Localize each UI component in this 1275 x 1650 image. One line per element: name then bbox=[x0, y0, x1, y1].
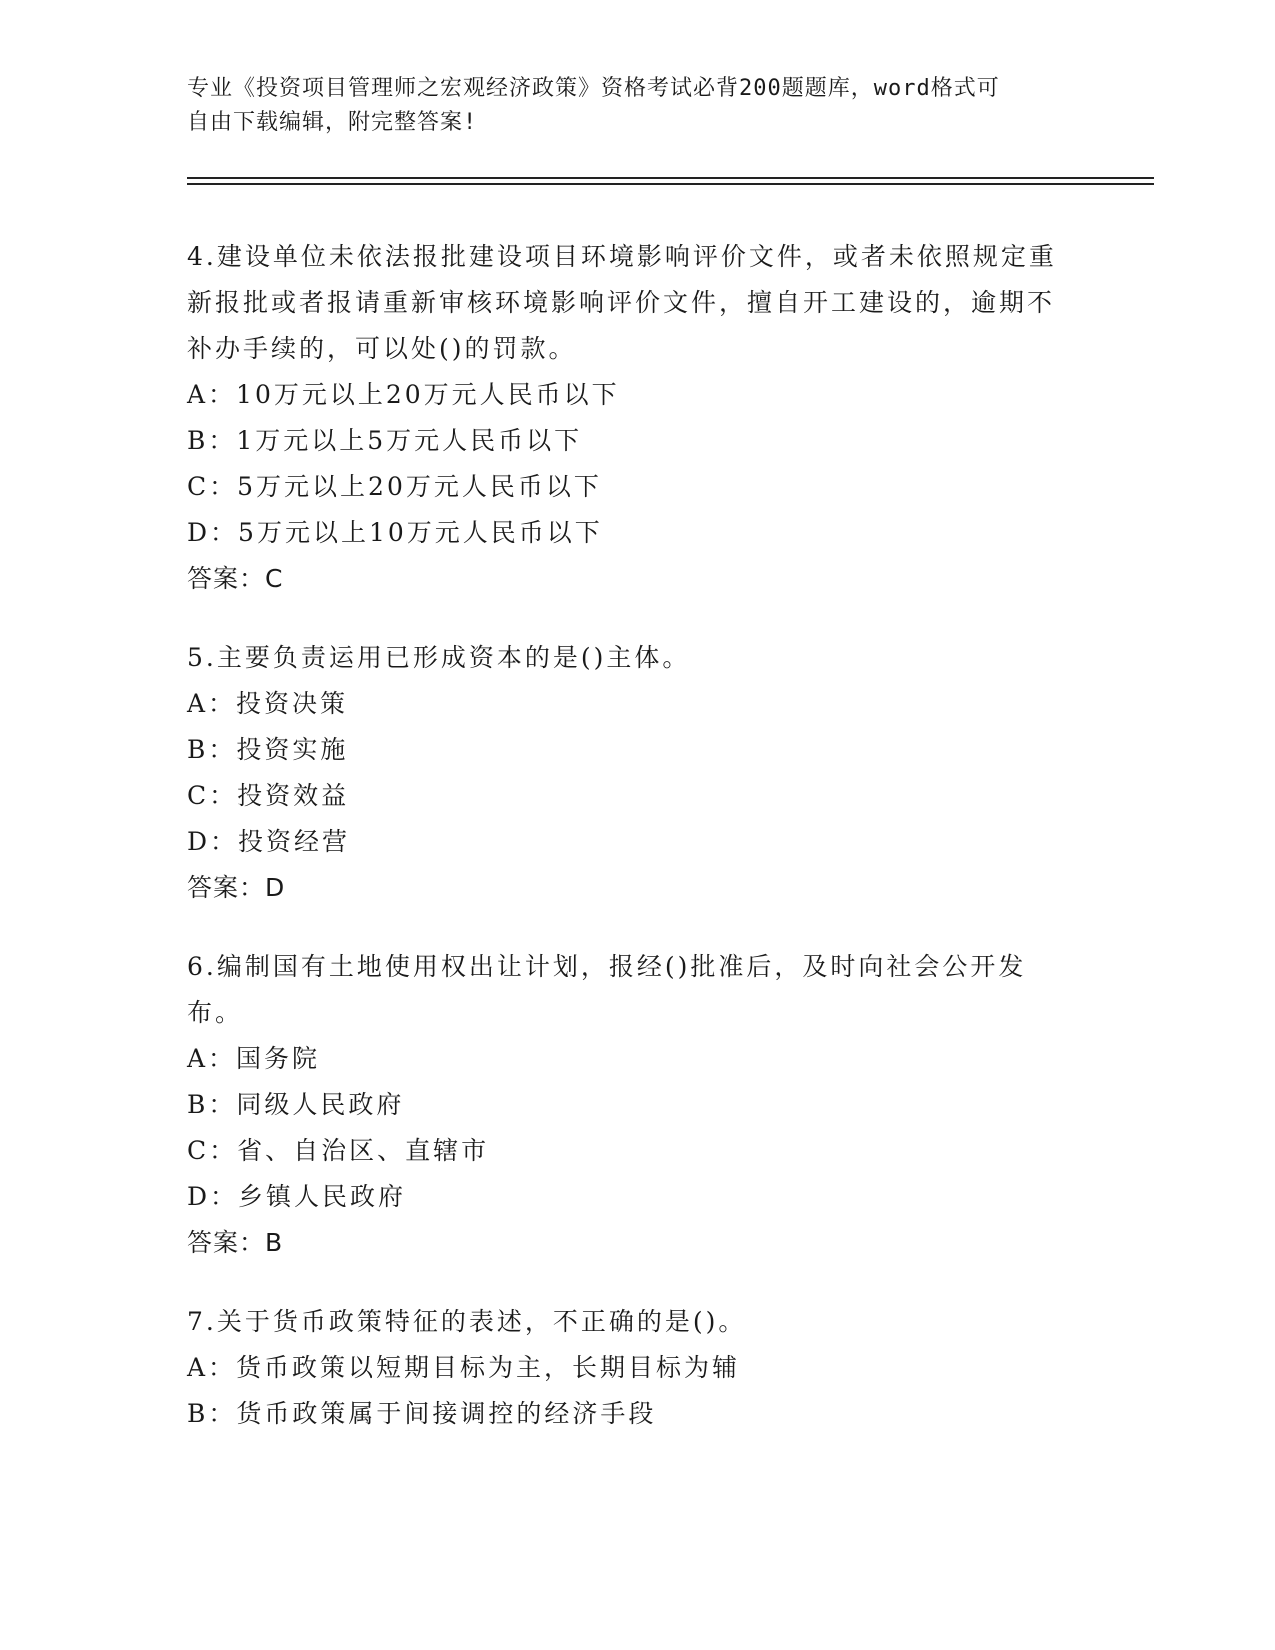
option-a: A：国务院 bbox=[187, 1044, 321, 1073]
question-stem: 7.关于货币政策特征的表述，不正确的是()。 bbox=[187, 1307, 747, 1336]
document-header bbox=[187, 72, 1087, 140]
header-line-2: 自由下载编辑，附完整答案! bbox=[187, 110, 478, 135]
answer-text: 答案：C bbox=[187, 564, 284, 593]
option-b: B：货币政策属于间接调控的经济手段 bbox=[187, 1399, 657, 1428]
question-stem: 6.编制国有土地使用权出让计划，报经()批准后，及时向社会公开发布。 bbox=[187, 952, 1027, 1027]
header-divider-bottom bbox=[187, 183, 1154, 185]
option-c: C：投资效益 bbox=[187, 781, 350, 810]
option-d: D：乡镇人民政府 bbox=[187, 1182, 407, 1211]
option-b: B：1万元以上5万元人民币以下 bbox=[187, 426, 583, 455]
answer-text: 答案：B bbox=[187, 1228, 284, 1257]
question-7 bbox=[187, 1299, 1067, 1437]
option-a: A：货币政策以短期目标为主，长期目标为辅 bbox=[187, 1353, 741, 1382]
option-b: B：同级人民政府 bbox=[187, 1090, 405, 1119]
option-d: D：5万元以上10万元人民币以下 bbox=[187, 518, 603, 547]
question-stem: 5.主要负责运用已形成资本的是()主体。 bbox=[187, 643, 691, 672]
question-5 bbox=[187, 635, 1067, 911]
answer-text: 答案：D bbox=[187, 873, 286, 902]
question-4 bbox=[187, 234, 1067, 602]
option-d: D：投资经营 bbox=[187, 827, 351, 856]
question-stem: 4.建设单位未依法报批建设项目环境影响评价文件，或者未依照规定重新报批或者报请重新审核环境影响评价文件，擅自开工建设的，逾期不补办手续的，可以处()的罚款。 bbox=[187, 242, 1057, 363]
option-c: C：省、自治区、直辖市 bbox=[187, 1136, 490, 1165]
option-a: A：投资决策 bbox=[187, 689, 349, 718]
question-list bbox=[187, 234, 1067, 1470]
question-6 bbox=[187, 944, 1067, 1266]
header-line-1: 专业《投资项目管理师之宏观经济政策》资格考试必背200题题库，word格式可 bbox=[187, 76, 1000, 101]
option-a: A：10万元以上20万元人民币以下 bbox=[187, 380, 620, 409]
option-b: B：投资实施 bbox=[187, 735, 349, 764]
header-divider-top bbox=[187, 177, 1154, 179]
option-c: C：5万元以上20万元人民币以下 bbox=[187, 472, 602, 501]
